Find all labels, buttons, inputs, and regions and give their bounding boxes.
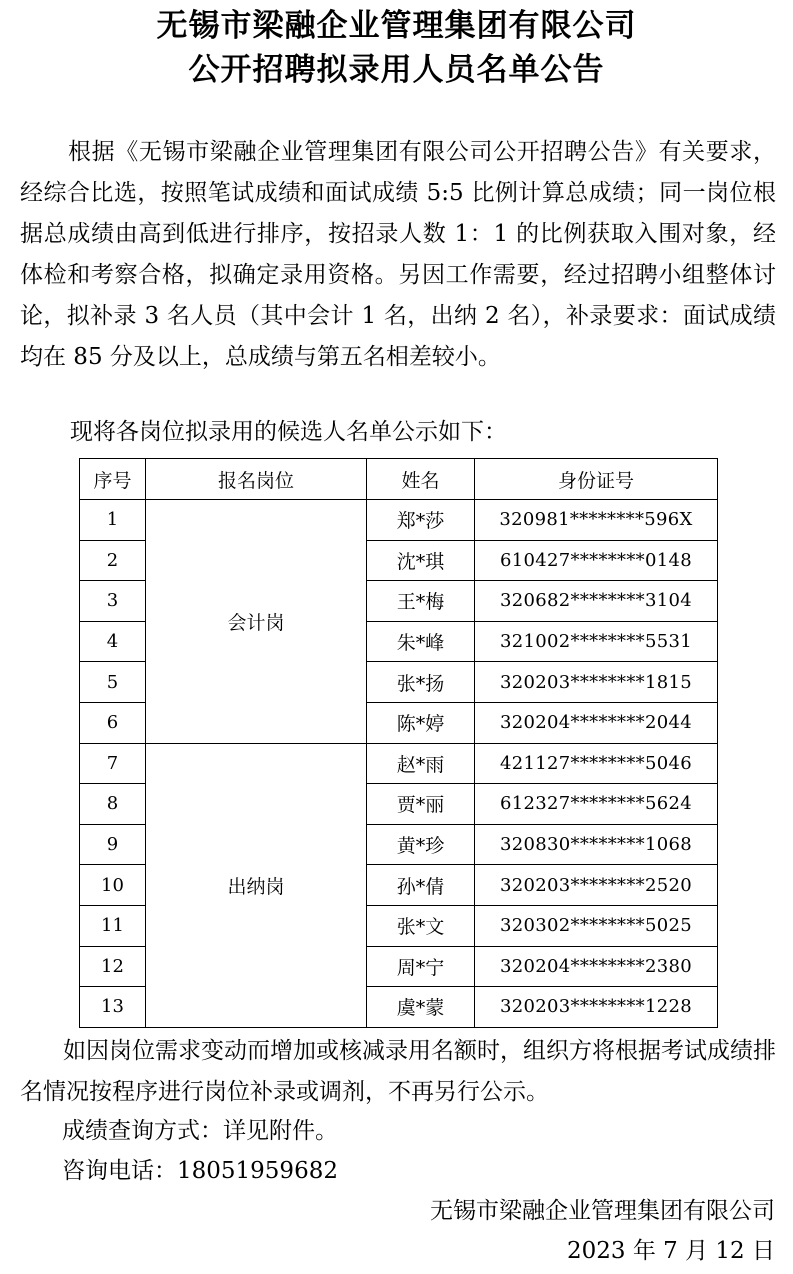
row-serial-number: 7: [80, 743, 146, 784]
row-serial-number: 6: [80, 702, 146, 743]
post-cell-accounting: 会计岗: [146, 500, 367, 744]
header-post: 报名岗位: [146, 459, 367, 500]
candidate-table: [79, 458, 718, 1028]
row-name: 朱*峰: [367, 621, 475, 662]
row-id-number: 320302********5025: [475, 905, 718, 946]
row-serial-number: 10: [80, 865, 146, 906]
row-id-number: 320203********1815: [475, 662, 718, 703]
notice-paragraph-1: 根据《无锡市梁融企业管理集团有限公司公开招聘公告》有关要求，经综合比选，按照笔试成绩和面试成绩 5:5 比例计算总成绩；同一岗位根据总成绩由高到低进行排序，按招录人数 1：1 的比例获取入围对象，经体检和考察合格，拟确定录用资格。另因工作需要，经过招聘小组整体讨论，拟补录 3 名人员（其中会计 1 名，出纳 2 名），补录要求：面试成绩均在 85 分及以上，总成绩与第五名相差较小。: [20, 139, 776, 370]
notice-title-line-2: 公开招聘拟录用人员名单公告: [188, 52, 605, 88]
row-name: 沈*琪: [367, 540, 475, 581]
row-name: 孙*倩: [367, 865, 475, 906]
row-name: 赵*雨: [367, 743, 475, 784]
row-serial-number: 11: [80, 905, 146, 946]
issuing-organization: 无锡市梁融企业管理集团有限公司: [430, 1198, 775, 1224]
notice-paragraph-2: 如因岗位需求变动而增加或核减录用名额时，组织方将根据考试成绩排名情况按程序进行岗位补录或调剂，不再另行公示。: [20, 1038, 776, 1105]
header-serial-number: 序号: [80, 459, 146, 500]
row-name: 虞*蒙: [367, 987, 475, 1028]
row-id-number: 320981********596X: [475, 500, 718, 541]
row-serial-number: 5: [80, 662, 146, 703]
row-serial-number: 9: [80, 824, 146, 865]
table-header-row: [80, 459, 718, 500]
row-id-number: 612327********5624: [475, 784, 718, 825]
row-id-number: 320682********3104: [475, 581, 718, 622]
row-name: 陈*婷: [367, 702, 475, 743]
candidate-list-intro: 现将各岗位拟录用的候选人名单公示如下：: [70, 419, 507, 445]
row-id-number: 320203********2520: [475, 865, 718, 906]
header-id-number: 身份证号: [475, 459, 718, 500]
table-row: [80, 500, 718, 541]
issue-date: 2023 年 7 月 12 日: [567, 1238, 775, 1264]
row-serial-number: 1: [80, 500, 146, 541]
row-name: 王*梅: [367, 581, 475, 622]
row-serial-number: 3: [80, 581, 146, 622]
row-id-number: 320204********2044: [475, 702, 718, 743]
header-name: 姓名: [367, 459, 475, 500]
row-serial-number: 8: [80, 784, 146, 825]
row-id-number: 421127********5046: [475, 743, 718, 784]
row-serial-number: 2: [80, 540, 146, 581]
row-name: 贾*丽: [367, 784, 475, 825]
row-id-number: 320203********1228: [475, 987, 718, 1028]
contact-phone-line: 咨询电话：18051959682: [62, 1158, 338, 1184]
row-name: 张*文: [367, 905, 475, 946]
row-name: 张*扬: [367, 662, 475, 703]
row-id-number: 320830********1068: [475, 824, 718, 865]
notice-title-line-1: 无锡市梁融企业管理集团有限公司: [156, 8, 637, 44]
row-name: 郑*莎: [367, 500, 475, 541]
post-cell-cashier: 出纳岗: [146, 743, 367, 1027]
row-serial-number: 13: [80, 987, 146, 1028]
row-id-number: 610427********0148: [475, 540, 718, 581]
row-serial-number: 12: [80, 946, 146, 987]
table-row: [80, 743, 718, 784]
row-id-number: 321002********5531: [475, 621, 718, 662]
row-serial-number: 4: [80, 621, 146, 662]
row-name: 黄*珍: [367, 824, 475, 865]
row-name: 周*宁: [367, 946, 475, 987]
row-id-number: 320204********2380: [475, 946, 718, 987]
score-query-line: 成绩查询方式：详见附件。: [62, 1118, 338, 1144]
